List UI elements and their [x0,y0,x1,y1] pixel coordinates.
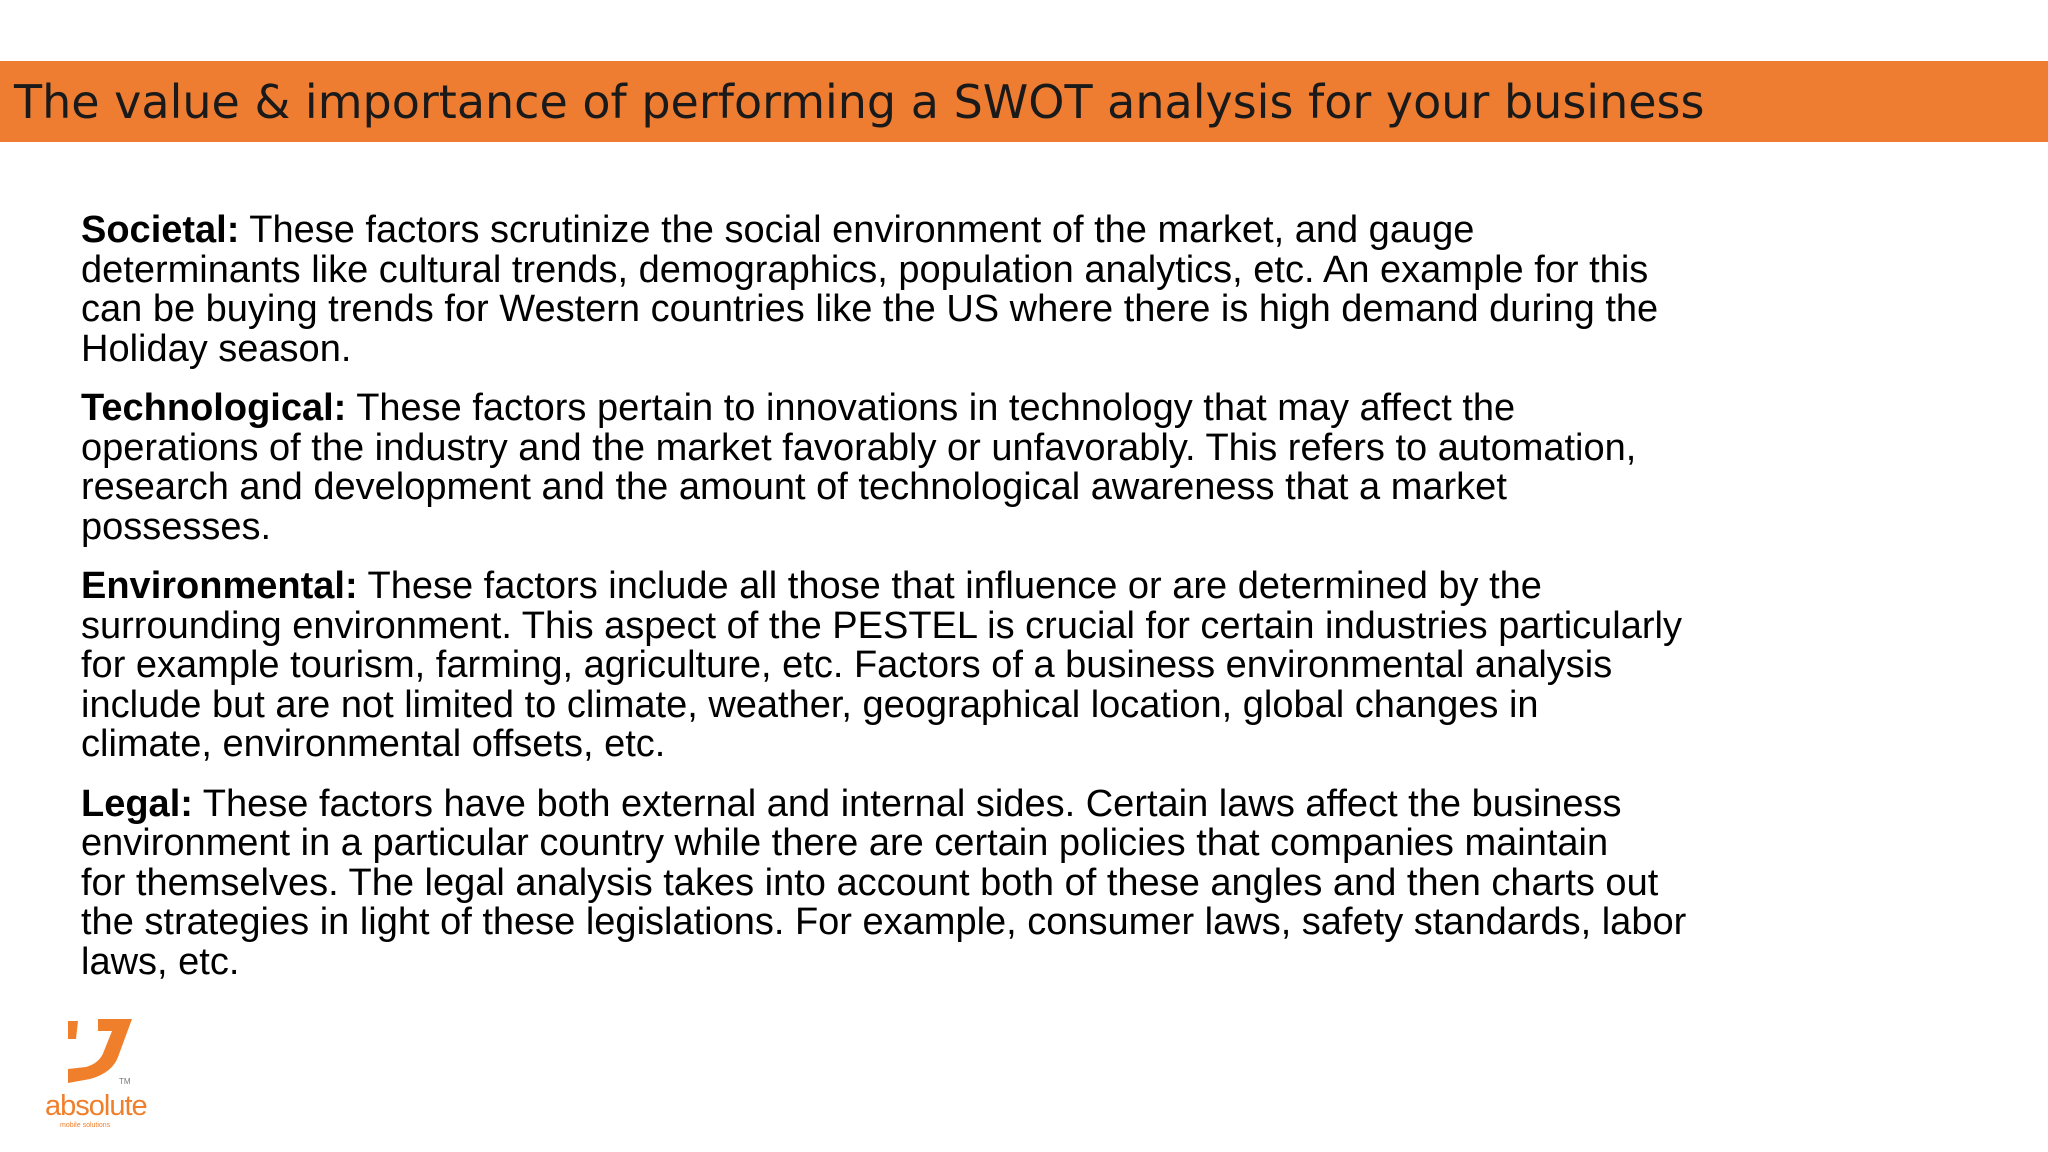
factor-text-line: can be buying trends for Western countries like the US where there is high demand during the [81,288,1659,330]
factor-text-line: possesses. [81,505,272,548]
factor-text-line: surrounding environment. This aspect of the PESTEL is crucial for certain industries particularly [81,604,1682,647]
factor-term: Technological: [81,387,347,429]
factor-text-line: These factors include all those that influence or are determined by the [357,565,1542,607]
factor-term: Legal: [81,782,193,825]
factor-text-line: These factors scrutinize the social environment of the market, and gauge [239,209,1475,251]
factor-text-line: the strategies in light of these legislations. For example, consumer laws, safety standards, labor [81,901,1687,943]
factor-text-line: research and development and the amount of technological awareness that a market [81,466,1507,508]
logo-trademark: TM [119,1077,131,1086]
factor-term: Societal: [81,209,240,251]
factor-text-line: determinants like cultural trends, demographics, population analytics, etc. An example for this [81,248,1649,291]
factor-text-line: operations of the industry and the market favorably or unfavorably. This refers to automation, [81,426,1637,469]
factor-text-line: These factors pertain to innovations in technology that may affect the [346,387,1516,429]
factor-environmental [81,567,2001,765]
factor-text-line: for example tourism, farming, agriculture, etc. Factors of a business environmental analysis [81,644,1613,686]
slide-content [81,211,2001,1002]
factor-text-line: laws, etc. [81,940,240,983]
logo-mark-icon [68,1019,132,1083]
factor-text-line: Holiday season. [81,327,352,370]
absolute-logo [40,1013,170,1138]
factor-societal [81,211,2001,369]
factor-text-line: for themselves. The legal analysis takes into account both of these angles and then charts out [81,861,1659,904]
factor-text-line: These factors have both external and internal sides. Certain laws affect the business [192,782,1622,825]
title-bar [0,61,2048,142]
logo-wordmark: absolute [45,1090,147,1122]
factor-text-line: include but are not limited to climate, weather, geographical location, global changes in [81,683,1539,726]
logo-tagline: mobile solutions [60,1122,111,1129]
factor-text-line: environment in a particular country while there are certain policies that companies maintain [81,822,1609,864]
factor-technological [81,389,2001,547]
factor-term: Environmental: [81,565,358,607]
slide-title: The value & importance of performing a SWOT analysis for your business [14,74,1705,129]
factor-legal [81,782,2001,983]
factor-text-line: climate, environmental offsets, etc. [81,723,666,765]
